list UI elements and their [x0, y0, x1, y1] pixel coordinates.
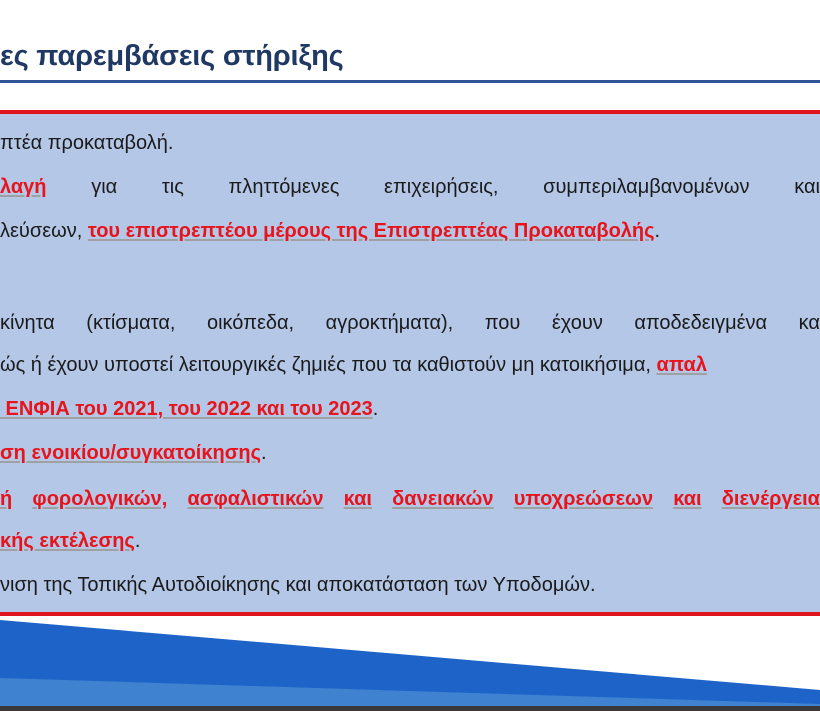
emphasis-text: διενέργεια	[721, 488, 820, 510]
emphasis-text: ασφαλιστικών	[187, 488, 324, 510]
body-text: νιση της Τοπικής Αυτοδιοίκησης και αποκατάσταση των Υποδομών.	[0, 574, 596, 596]
text-line	[0, 529, 820, 553]
text-line	[0, 311, 820, 335]
emphasis-text: ή	[0, 488, 13, 510]
body-text: και	[794, 176, 820, 198]
body-text: οικόπεδα,	[206, 312, 295, 334]
body-text: έχουν	[551, 312, 603, 334]
text-line	[0, 487, 820, 511]
body-text: για	[91, 176, 118, 198]
body-text: που	[484, 312, 521, 334]
text-line	[0, 573, 820, 597]
text-line	[0, 131, 820, 155]
body-text: αγροκτήματα),	[325, 312, 454, 334]
body-text: λεύσεων,	[0, 220, 88, 242]
slide-title: ες παρεμβάσεις στήριξης	[0, 40, 344, 72]
emphasis-text: και	[343, 488, 372, 510]
text-line	[0, 353, 820, 377]
body-text: κίνητα	[0, 312, 55, 334]
emphasis-text: και	[673, 488, 702, 510]
body-text: (κτίσματα,	[86, 312, 176, 334]
footer-wave-graphic	[0, 620, 820, 711]
text-line	[0, 219, 820, 243]
body-text: αποδεδειγμένα	[634, 312, 768, 334]
body-text: τις	[161, 176, 184, 198]
body-text: επιχειρήσεις,	[384, 176, 499, 198]
emphasis-text: του επιστρεπτέου μέρους της Επιστρεπτέας Προκαταβολής	[87, 220, 655, 242]
body-text: .	[134, 530, 141, 552]
text-line	[0, 397, 820, 421]
body-text: .	[261, 442, 267, 464]
emphasis-text: υποχρεώσεων	[513, 488, 654, 510]
body-text: ώς ή έχουν υποστεί λειτουργικές ζημιές που τα καθιστούν μη κατοικήσιμα,	[0, 354, 657, 376]
body-text: .	[654, 220, 661, 242]
emphasis-text: λαγή	[0, 176, 47, 198]
body-text: συμπεριλαμβανομένων	[543, 176, 750, 198]
text-line	[0, 175, 820, 199]
decorative-footer-band	[0, 620, 820, 711]
emphasis-text: απαλ	[656, 354, 707, 376]
body-text: κα	[798, 312, 820, 334]
body-text: πληττόμενες	[228, 176, 340, 198]
title-underline	[0, 80, 820, 83]
emphasis-text: ΕΝΦΙΑ του 2021, του 2022 και του 2023	[0, 398, 373, 420]
emphasis-text: δανειακών	[392, 488, 494, 510]
body-text: πτέα προκαταβολή.	[0, 132, 174, 154]
emphasis-text: ση ενοικίου/συγκατοίκησης	[0, 442, 262, 464]
emphasis-text: φορολογικών,	[32, 488, 168, 510]
text-line	[0, 441, 820, 465]
body-text: .	[372, 398, 379, 420]
emphasis-text: κής εκτέλεσης	[0, 530, 135, 552]
